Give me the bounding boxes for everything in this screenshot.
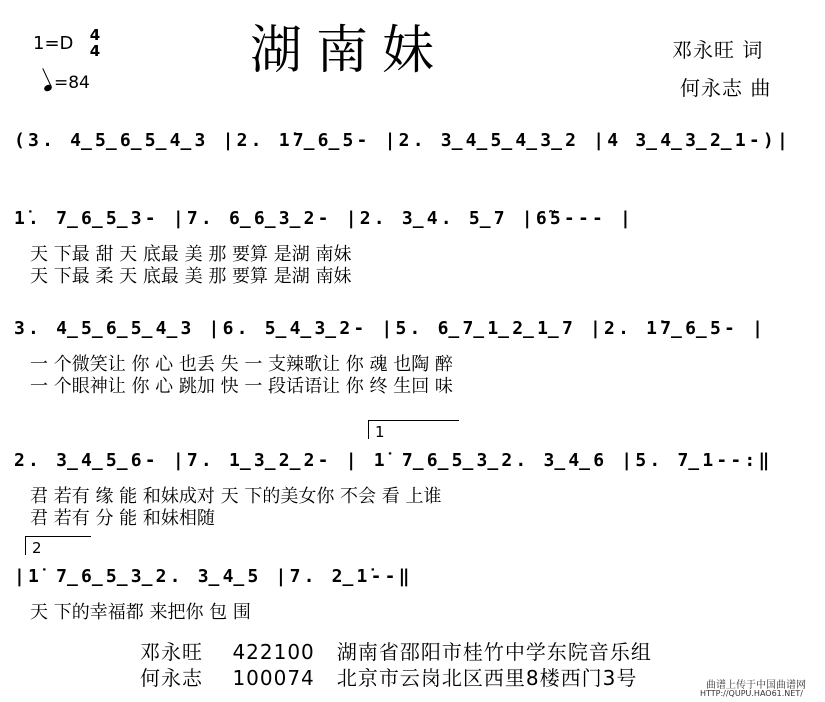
- tempo-marking: [44, 73, 90, 93]
- contact-row-2: [140, 662, 637, 691]
- watermark-line-2: HTTP://QUPU.HAO61.NET/: [700, 689, 803, 698]
- contact-zip: 422100: [232, 640, 315, 664]
- lyric-line-2b: 天 下最 柔 天 底最 美 那 要算 是湖 南妹: [30, 266, 352, 287]
- watermark-line-1: 曲谱上传于中国曲谱网: [706, 680, 806, 691]
- lyric-line-5: 天 下的幸福都 来把你 包 围: [30, 602, 251, 623]
- key-signature: 1=D: [33, 33, 74, 54]
- music-line-5: |1̇ 7̲6̲5̲3̲2. 3̲4̲5 |7. 2̲1̇--‖: [14, 566, 413, 587]
- contact-name: 何永志: [140, 666, 203, 690]
- music-line-3: 3. 4̲5̲6̲5̲4̲3 |6. 5̲4̲3̲2- |5. 6̲7̲1̲2̲1̲7 |2. 1̇7̲6̲5- |: [14, 318, 767, 339]
- quarter-note-icon: [43, 84, 53, 93]
- music-line-4: 2. 3̲4̲5̲6- |7. 1̲3̲2̲2- | 1̇ 7̲6̲5̲3̲2. 3̲4̲6 |5. 7̲1--:‖: [14, 450, 773, 471]
- volta-1-label: 1: [375, 423, 385, 441]
- lyric-line-4a: 君 若有 缘 能 和妹成对 天 下的美女你 不会 看 上谁: [30, 486, 442, 507]
- time-signature-bottom: 4: [89, 42, 101, 60]
- song-title: 湖南妹: [250, 21, 449, 81]
- contact-name: 邓永旺: [140, 640, 203, 664]
- lyric-line-4b: 君 若有 分 能 和妹相随: [30, 508, 215, 529]
- volta-2-label: 2: [32, 539, 42, 557]
- volta-2-bracket: [25, 536, 91, 555]
- music-line-2: 1̇. 7̲6̲5̲3- |7. 6̲6̲3̲2- |2. 3̲4. 5̲7 |6̃5--- |: [14, 208, 635, 229]
- time-signature: [88, 27, 102, 59]
- composer-credit: 何永志 曲: [680, 76, 772, 100]
- tempo-value: =84: [54, 73, 90, 93]
- contact-zip: 100074: [232, 666, 315, 690]
- volta-1-bracket: [368, 420, 459, 439]
- contact-address: 北京市云岗北区西里8楼西门3号: [336, 666, 638, 690]
- music-line-1: (3. 4̲5̲6̲5̲4̲3 |2. 1̇7̲6̲5- |2. 3̲4̲5̲4̲3̲2 |4 3̲4̲3̲2̲1-)|: [14, 130, 791, 151]
- time-signature-top: 4: [89, 26, 101, 44]
- lyricist-credit: 邓永旺 词: [672, 38, 764, 62]
- contact-row-1: [140, 636, 652, 665]
- lyric-line-2a: 天 下最 甜 天 底最 美 那 要算 是湖 南妹: [30, 244, 352, 265]
- contact-address: 湖南省邵阳市桂竹中学东院音乐组: [336, 640, 652, 664]
- lyric-line-3a: 一 个微笑让 你 心 也丢 失 一 支辣歌让 你 魂 也陶 醉: [30, 354, 453, 375]
- lyric-line-3b: 一 个眼神让 你 心 跳加 快 一 段话语让 你 终 生回 味: [30, 376, 453, 397]
